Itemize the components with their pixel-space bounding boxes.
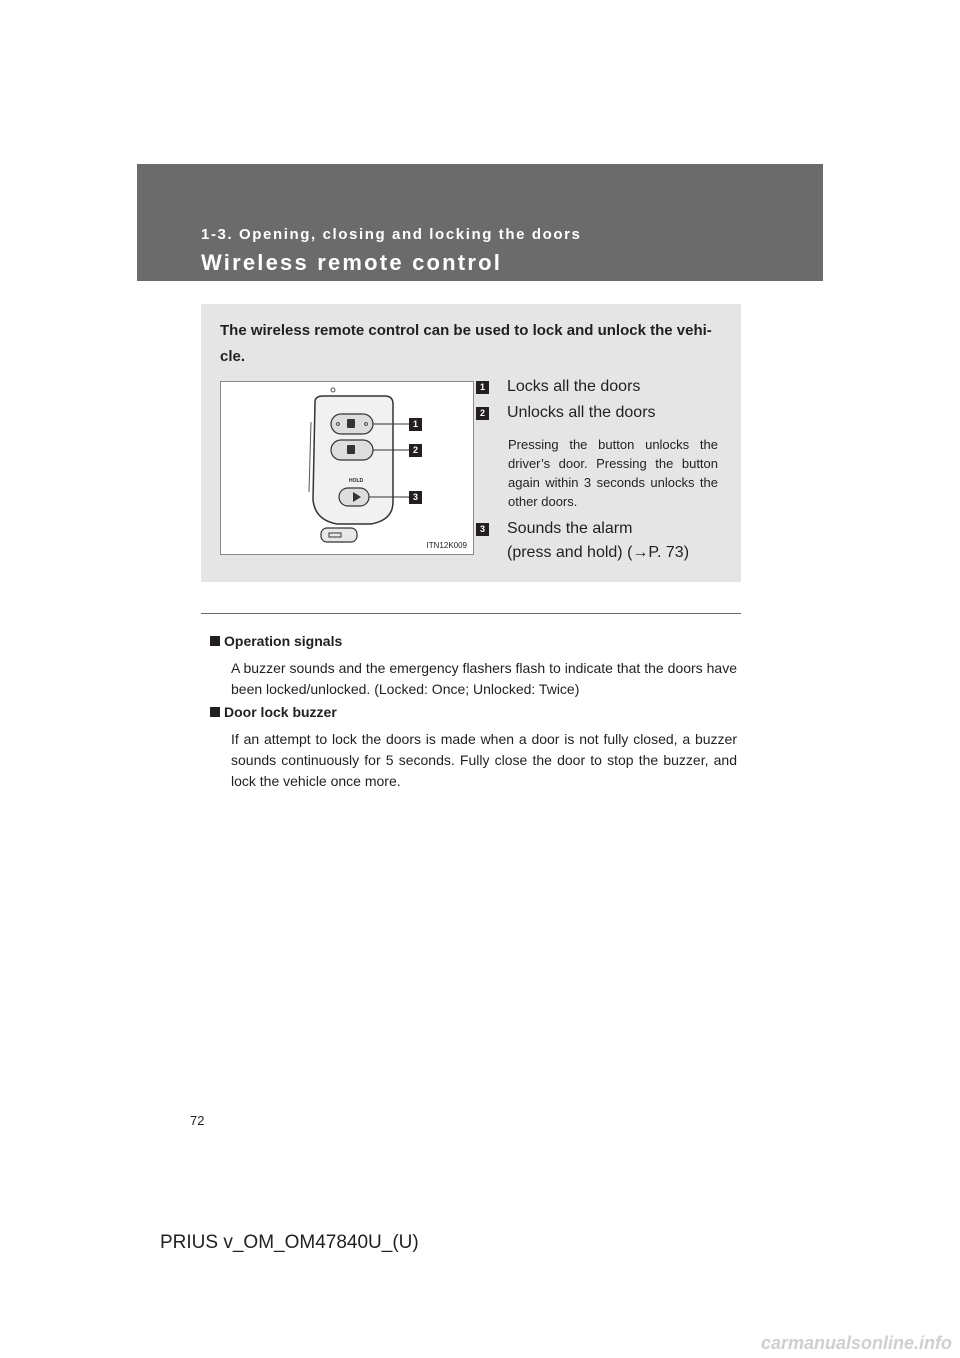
page-number: 72 — [190, 1113, 205, 1128]
legend-label-1: Locks all the doors — [507, 378, 641, 395]
note-body: If an attempt to lock the doors is made when a door is not fully closed, a buzzer sounds continuously for 5 seconds. Fully close the door to stop the buzzer, and lock the vehicle once more. — [231, 731, 737, 789]
callout-number-1: 1 — [412, 419, 418, 429]
watermark: carmanualsonline.info — [760, 1333, 952, 1353]
footer-code: PRIUS v_OM_OM47840U_(U) — [160, 1232, 419, 1253]
square-bullet-icon — [210, 707, 220, 717]
intro-box — [201, 304, 741, 582]
intro-text: The wireless remote control can be used to lock and unlock the vehi-cle. — [220, 322, 712, 365]
figure-code: ITN12K009 — [426, 541, 467, 550]
page-title: Wireless remote control — [201, 250, 503, 275]
note-door-lock-buzzer — [210, 704, 737, 792]
note-body: A buzzer sounds and the emergency flashers flash to indicate that the doors have been locked/unlocked. (Locked: Once; Unlocked: Twice) — [231, 660, 737, 697]
callout-number-2: 2 — [412, 445, 418, 455]
remote-figure — [220, 381, 474, 555]
legend-badge-2: 2 — [476, 407, 489, 420]
section-label: 1-3. Opening, closing and locking the doors — [201, 226, 582, 243]
legend-detail-2: Pressing the button unlocks the driver’s door. Pressing the button again within 3 seconds unlocks the other doors. — [508, 437, 718, 509]
legend-label-3a: Sounds the alarm — [507, 520, 633, 537]
hold-label: HOLD — [349, 478, 364, 484]
callout-number-3: 3 — [412, 492, 418, 502]
legend-label-3b: (press and hold) (→P. 73) — [507, 544, 690, 561]
legend-label-2: Unlocks all the doors — [507, 404, 656, 421]
square-bullet-icon — [210, 636, 220, 646]
legend-badge-1: 1 — [476, 381, 489, 394]
legend-badge-3: 3 — [476, 523, 489, 536]
note-operation-signals — [210, 633, 737, 700]
divider-rule — [201, 613, 741, 614]
note-heading: Door lock buzzer — [224, 704, 337, 720]
note-heading: Operation signals — [224, 633, 343, 649]
remote-key-illustration — [221, 382, 473, 554]
